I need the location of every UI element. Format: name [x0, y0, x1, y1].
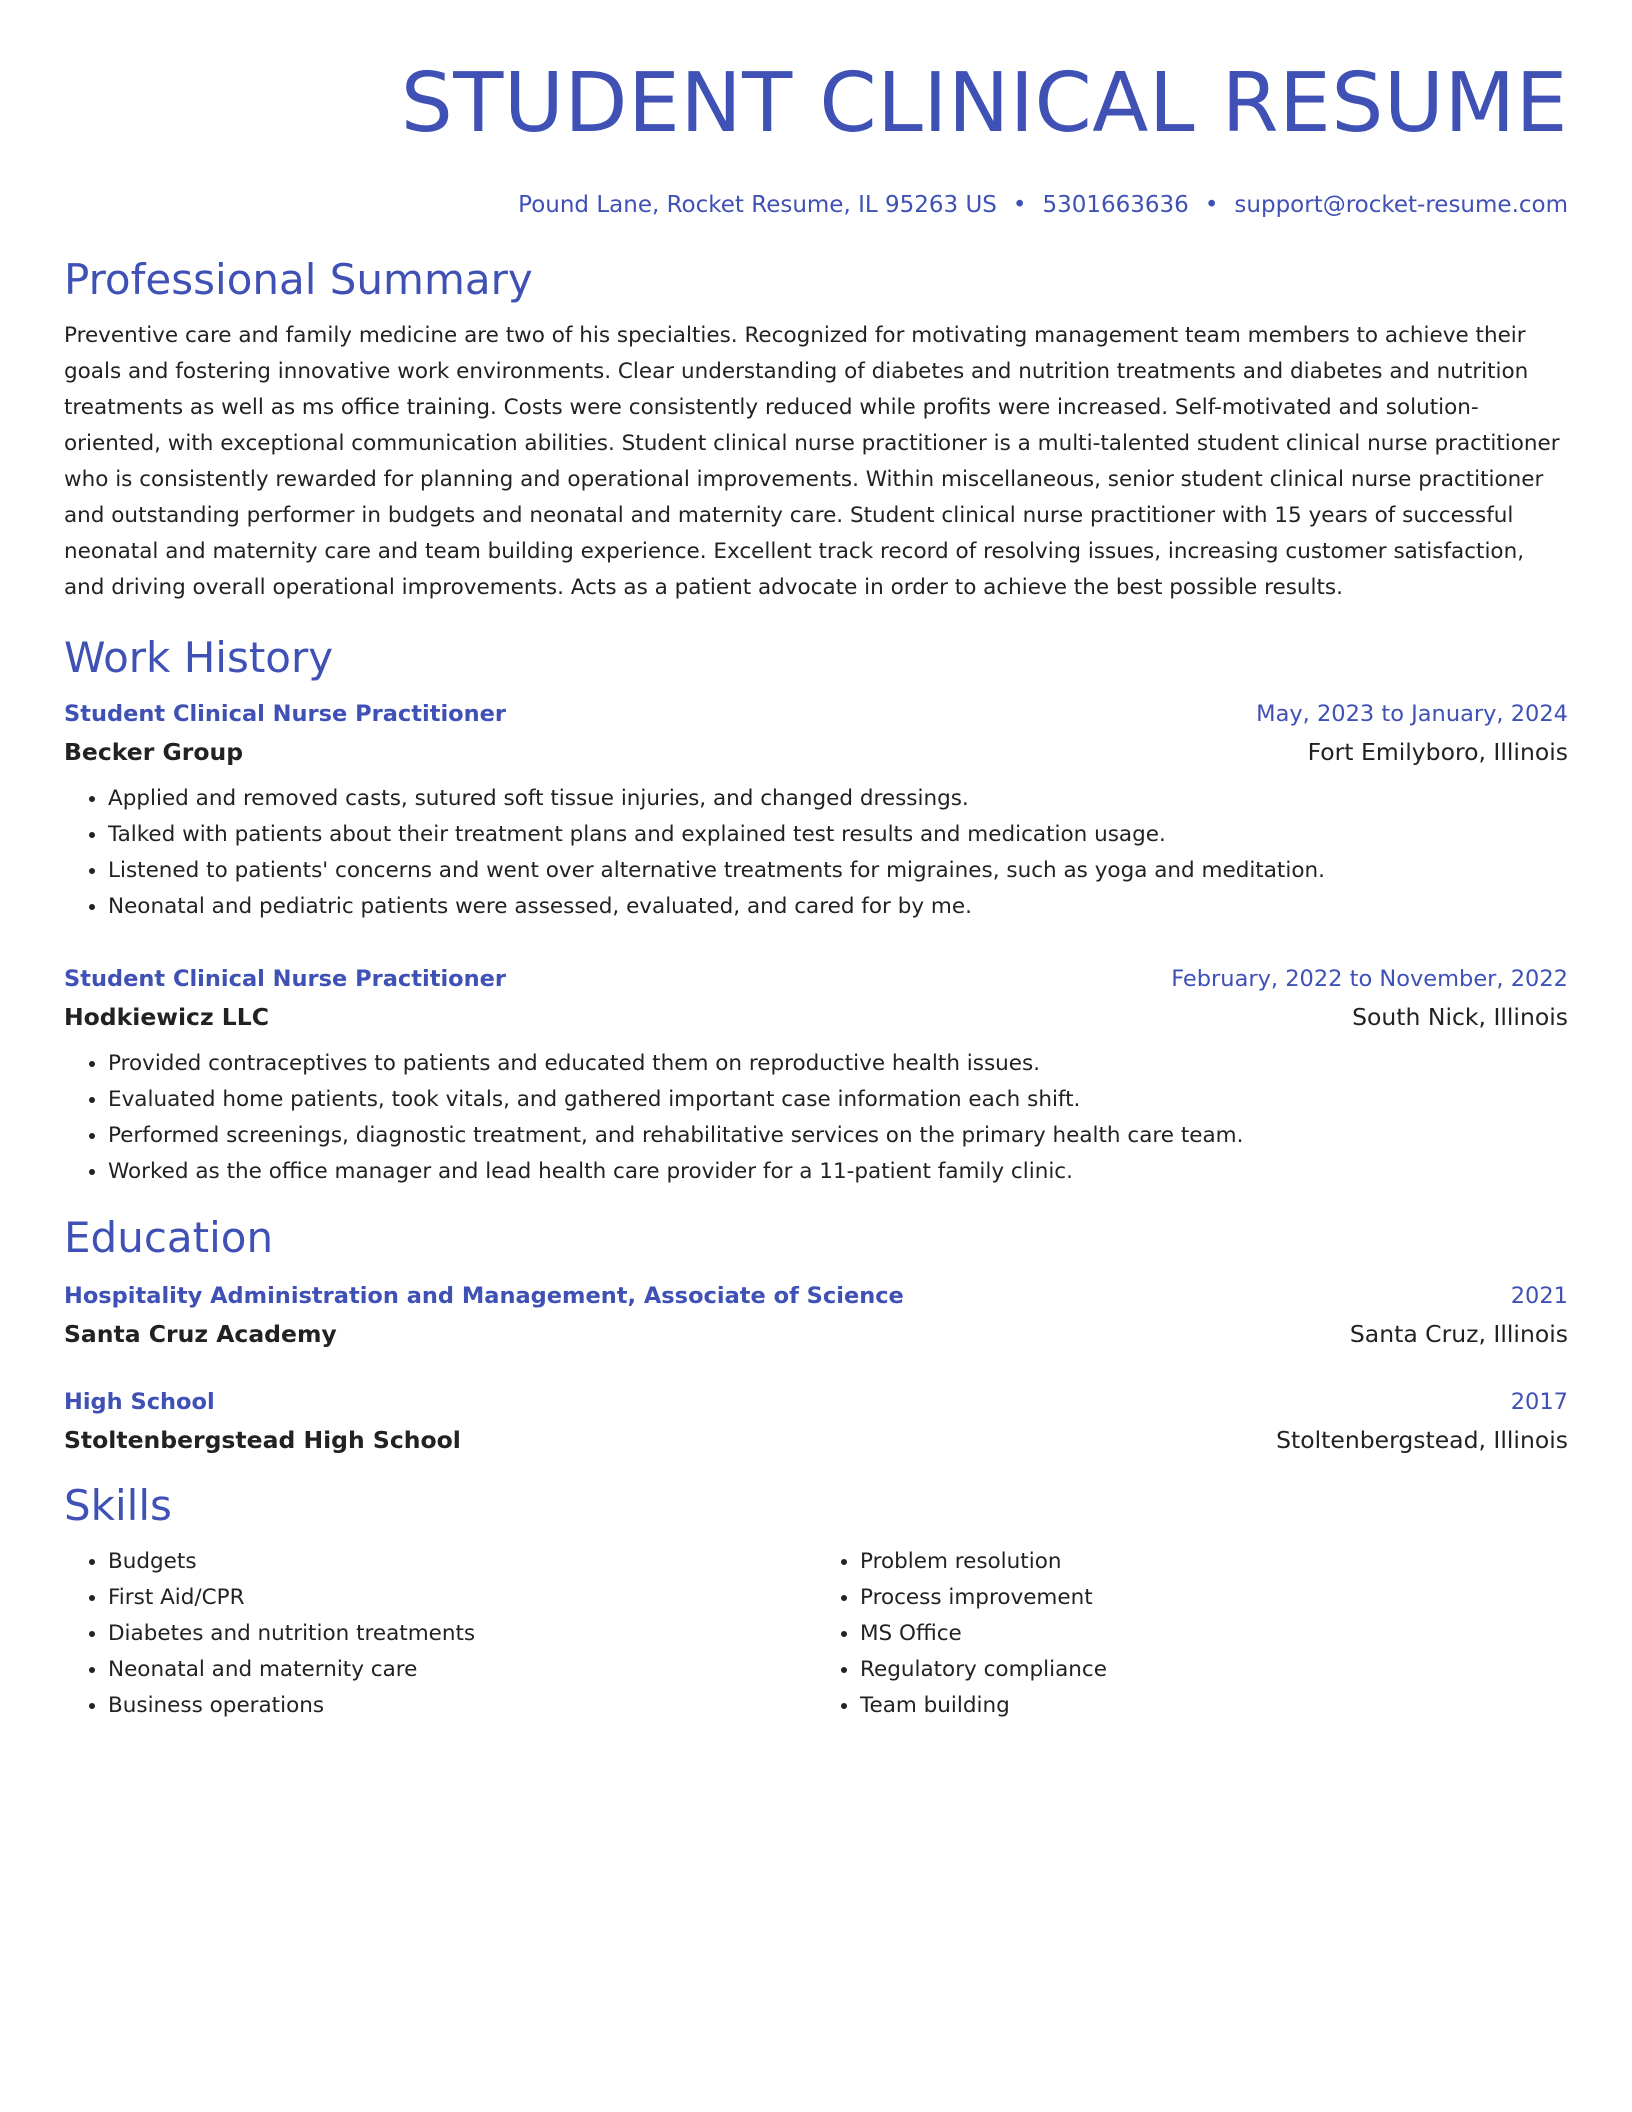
skill-item: • Process improvement: [860, 1580, 1568, 1616]
skill-item: • Budgets: [108, 1544, 816, 1580]
job-bullets: [64, 1046, 1568, 1190]
job-company: Becker Group: [64, 738, 244, 766]
skills-list: [64, 1544, 816, 1724]
skill-item: • Regulatory compliance: [860, 1652, 1568, 1688]
resume-name: STUDENT CLINICAL RESUME: [400, 56, 1568, 151]
contact-address: Pound Lane, Rocket Resume, IL 95263 US: [518, 192, 997, 218]
contact-line: [64, 190, 1568, 220]
job-bullet: • Listened to patients' concerns and went over alternative treatments for migraines, such as yoga and meditation.: [108, 853, 1568, 889]
job-dates: May, 2023 to January, 2024: [1256, 701, 1568, 727]
education-year: 2017: [1510, 1389, 1568, 1415]
job-bullets: [64, 781, 1568, 925]
skills-column-right: [816, 1544, 1568, 1724]
job-bullet: • Provided contraceptives to patients and educated them on reproductive health issues.: [108, 1046, 1568, 1082]
education-degree: High School: [64, 1389, 215, 1415]
job-entry: [64, 961, 1568, 1190]
job-bullet: • Talked with patients about their treatment plans and explained test results and medication usage.: [108, 817, 1568, 853]
summary-text: Preventive care and family medicine are two of his specialties. Recognized for motivating management team members to achieve their goals and fostering innovative work environments. Clear understanding of diabetes and nutrition treatments and diabetes and nutrition treatments as well as ms office training. Costs were consistently reduced while profits were increased. Self-motivated and solution-oriented, with exceptional communication abilities. Student clinical nurse practitioner is a multi-talented student clinical nurse practitioner who is consistently rewarded for planning and operational improvements. Within miscellaneous, senior student clinical nurse practitioner and outstanding performer in budgets and neonatal and maternity care. Student clinical nurse practitioner with 15 years of successful neonatal and maternity care and team building experience. Excellent track record of resolving issues, increasing customer satisfaction, and driving overall operational improvements. Acts as a patient advocate in order to achieve the best possible results.: [64, 323, 1560, 600]
contact-separator: •: [1012, 192, 1027, 218]
skill-item: • Business operations: [108, 1688, 816, 1724]
job-bullet: • Evaluated home patients, took vitals, and gathered important case information each shift.: [108, 1082, 1568, 1118]
skill-item: • Neonatal and maternity care: [108, 1652, 816, 1688]
education-school: Santa Cruz Academy: [64, 1320, 337, 1348]
skill-item: • MS Office: [860, 1616, 1568, 1652]
job-entry: [64, 696, 1568, 925]
education-location: Stoltenbergstead, Illinois: [1276, 1426, 1568, 1454]
skill-item: • Diabetes and nutrition treatments: [108, 1616, 816, 1652]
education-heading: Education: [64, 1213, 274, 1262]
job-title: Student Clinical Nurse Practitioner: [64, 701, 506, 727]
contact-separator: •: [1204, 192, 1219, 218]
job-title: Student Clinical Nurse Practitioner: [64, 966, 506, 992]
skill-item: • Problem resolution: [860, 1544, 1568, 1580]
resume-header: [64, 50, 1568, 220]
education-year: 2021: [1510, 1283, 1568, 1309]
job-bullet: • Performed screenings, diagnostic treatment, and rehabilitative services on the primary health care team.: [108, 1118, 1568, 1154]
job-bullet: • Applied and removed casts, sutured soft tissue injuries, and changed dressings.: [108, 781, 1568, 817]
skills-heading: Skills: [64, 1481, 172, 1530]
summary-heading: Professional Summary: [64, 255, 533, 304]
job-bullet: • Neonatal and pediatric patients were assessed, evaluated, and cared for by me.: [108, 889, 1568, 925]
education-school: Stoltenbergstead High School: [64, 1426, 461, 1454]
education-location: Santa Cruz, Illinois: [1349, 1320, 1568, 1348]
skill-item: • First Aid/CPR: [108, 1580, 816, 1616]
education-entry: [64, 1384, 1568, 1460]
contact-email: support@rocket-resume.com: [1234, 192, 1568, 218]
job-bullet: • Worked as the office manager and lead health care provider for a 11-patient family clinic.: [108, 1154, 1568, 1190]
contact-phone: 5301663636: [1042, 192, 1189, 218]
skills-list: [816, 1544, 1568, 1724]
work-history-heading: Work History: [64, 633, 334, 682]
education-degree: Hospitality Administration and Management, Associate of Science: [64, 1283, 904, 1309]
job-location: Fort Emilyboro, Illinois: [1307, 738, 1568, 766]
education-entry: [64, 1278, 1568, 1354]
job-location: South Nick, Illinois: [1352, 1003, 1568, 1031]
job-dates: February, 2022 to November, 2022: [1171, 966, 1568, 992]
skills-column-left: [64, 1544, 816, 1724]
job-company: Hodkiewicz LLC: [64, 1003, 270, 1031]
skill-item: • Team building: [860, 1688, 1568, 1724]
skills-columns: [64, 1544, 1568, 1724]
